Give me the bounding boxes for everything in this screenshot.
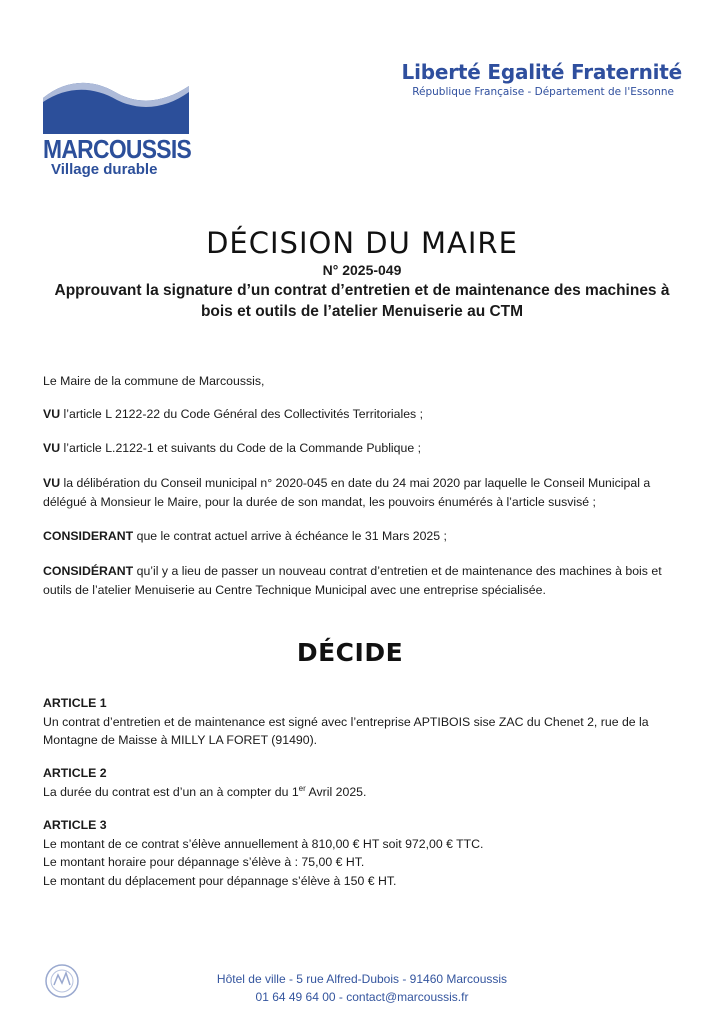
subject-line-1: Approuvant la signature d’un contrat d’entretien et de maintenance des machines à bbox=[54, 282, 670, 299]
decision-subject bbox=[0, 280, 724, 322]
vu-text: l’article L.2122-1 et suivants du Code de la Commande Publique ; bbox=[60, 441, 422, 455]
article-line: Le montant du déplacement pour dépannage s’élève à 150 € HT. bbox=[43, 873, 397, 888]
article-text: La durée du contrat est d’un an à compter du 1 bbox=[43, 784, 299, 799]
intro-paragraph: Le Maire de la commune de Marcoussis, bbox=[43, 374, 265, 388]
vu-paragraph-3 bbox=[43, 474, 683, 511]
republic-motto: Liberté Egalité Fraternité bbox=[401, 60, 682, 84]
decision-heading bbox=[0, 226, 724, 322]
considerant-paragraph-2 bbox=[43, 562, 683, 599]
considerant-label: CONSIDÉRANT bbox=[43, 564, 134, 578]
footer bbox=[0, 970, 724, 1006]
subject-line-2: bois et outils de l’atelier Menuiserie au CTM bbox=[200, 303, 524, 320]
considerant-label: CONSIDERANT bbox=[43, 529, 134, 543]
considerant-text: qu’il y a lieu de passer un nouveau contrat d’entretien et de maintenance des machines à bois et outils de l’atelier Menuiserie au Centre Technique Municipal avec une entreprise spécialisée. bbox=[43, 564, 662, 597]
considerant-text: que le contrat actuel arrive à échéance le 31 Mars 2025 ; bbox=[133, 529, 447, 543]
considerant-paragraph-1 bbox=[43, 527, 683, 546]
vu-text: l’article L 2122-22 du Code Général des Collectivités Territoriales ; bbox=[60, 407, 424, 421]
article-text-end: Avril 2025. bbox=[305, 784, 367, 799]
article-1 bbox=[43, 694, 683, 750]
footer-address: Hôtel de ville - 5 rue Alfred-Dubois - 91460 Marcoussis bbox=[216, 972, 508, 986]
article-title: ARTICLE 3 bbox=[43, 818, 107, 832]
vu-text: la délibération du Conseil municipal n° 2020-045 en date du 24 mai 2020 par laquelle le Conseil Municipal a délégué à Monsieur le Maire, pour la durée de son mandat, les pouvoirs énumérés à l’article susvisé ; bbox=[43, 476, 651, 509]
logo-slogan: Village durable bbox=[51, 161, 158, 178]
decision-number: N° 2025-049 bbox=[322, 262, 402, 278]
vu-label: VU bbox=[43, 441, 61, 455]
article-3 bbox=[43, 816, 683, 890]
article-line: Le montant horaire pour dépannage s’élève à : 75,00 € HT. bbox=[43, 855, 365, 869]
article-2 bbox=[43, 764, 683, 801]
ordinal-suffix: er bbox=[298, 783, 306, 793]
vu-label: VU bbox=[43, 407, 61, 421]
vu-paragraph-2 bbox=[43, 439, 683, 458]
article-title: ARTICLE 1 bbox=[43, 696, 107, 710]
article-text: Un contrat d’entretien et de maintenance est signé avec l’entreprise APTIBOIS sise ZAC du Chenet 2, rue de la Montagne de Maisse à MILLY LA FORET (91490). bbox=[43, 714, 649, 747]
footer-contact: 01 64 49 64 00 - contact@marcoussis.fr bbox=[255, 990, 469, 1004]
article-title: ARTICLE 2 bbox=[43, 766, 107, 780]
page-title: DÉCISION DU MAIRE bbox=[206, 226, 518, 260]
marcoussis-logo bbox=[43, 62, 192, 184]
wave-emblem-icon bbox=[43, 62, 189, 134]
vu-paragraph-1 bbox=[43, 405, 683, 424]
republic-header bbox=[402, 60, 682, 98]
article-line: Le montant de ce contrat s’élève annuellement à 810,00 € HT soit 972,00 € TTC. bbox=[43, 836, 484, 851]
republic-subtitle: République Française - Département de l'Essonne bbox=[412, 86, 674, 98]
decide-heading: DÉCIDE bbox=[296, 638, 404, 667]
logo-name: MARCOUSSIS bbox=[43, 134, 192, 164]
vu-label: VU bbox=[43, 476, 61, 490]
